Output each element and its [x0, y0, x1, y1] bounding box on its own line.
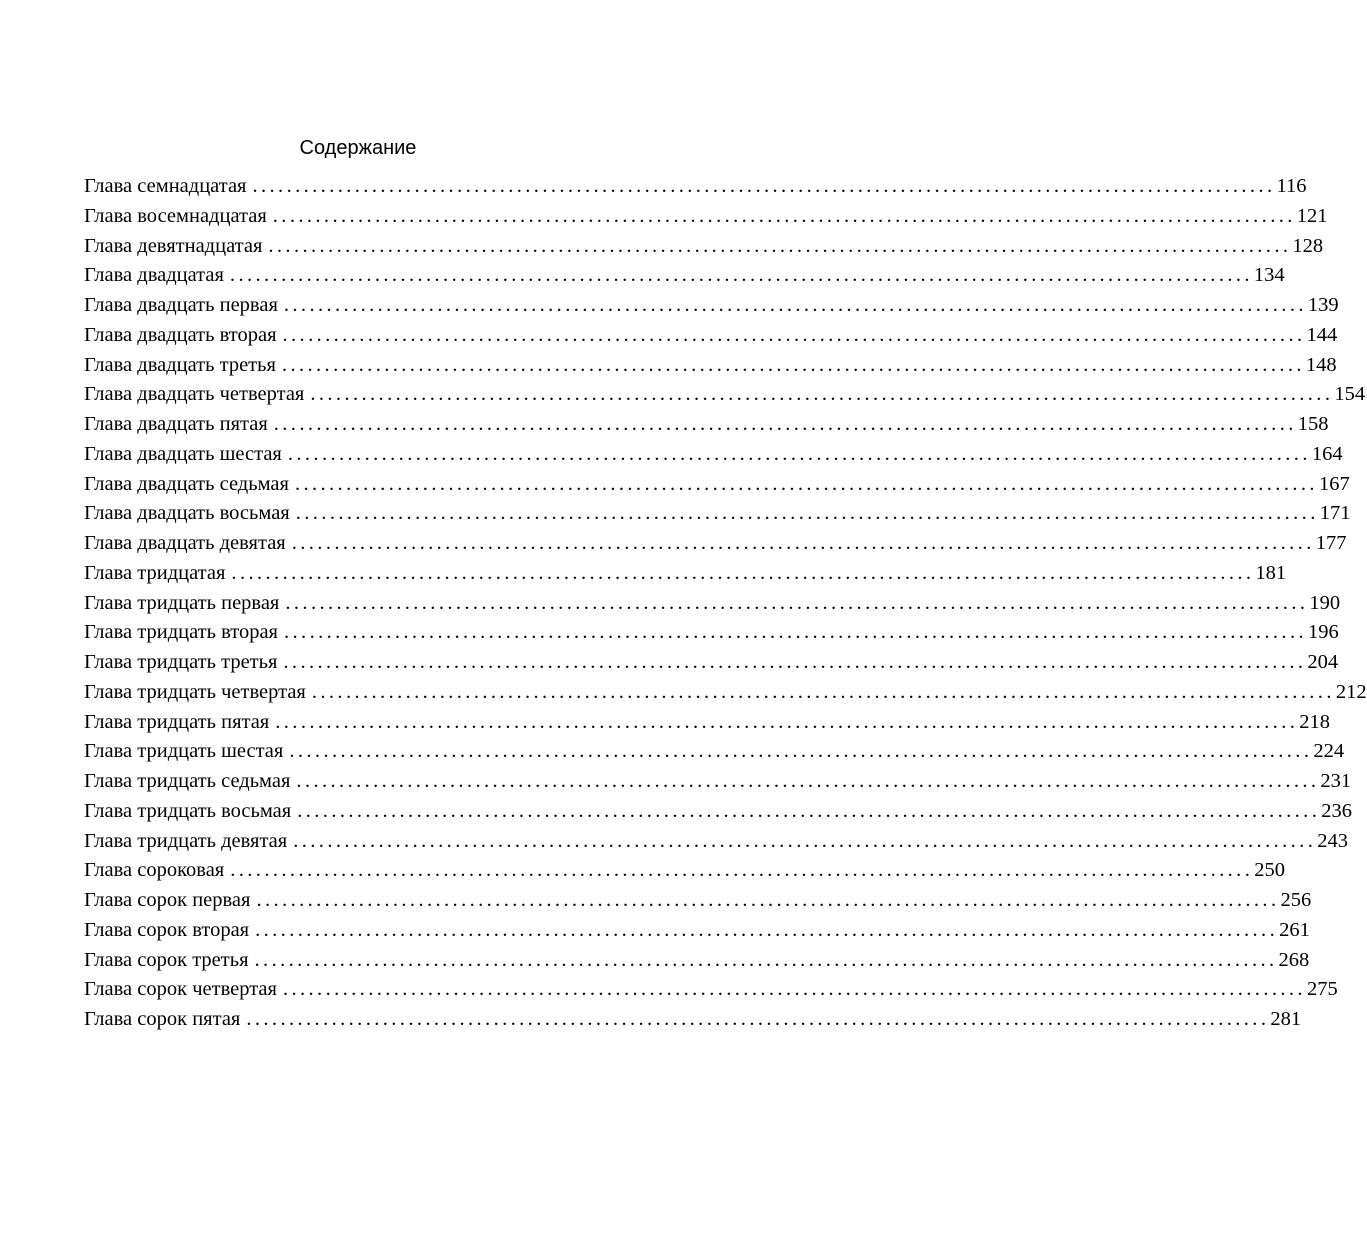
- toc-dot-leader: ........................................................................................................................: [282, 978, 1306, 1001]
- toc-entry-title: Глава девятнадцатая: [84, 234, 263, 257]
- toc-entry[interactable]: [84, 916, 1310, 946]
- toc-entry[interactable]: [84, 440, 1343, 470]
- toc-page-number: 128: [1292, 234, 1324, 257]
- toc-dot-leader: ........................................................................................................................: [229, 264, 1253, 287]
- toc-entry[interactable]: [84, 291, 1339, 321]
- toc-page-number: 190: [1309, 591, 1341, 614]
- toc-dot-leader: ........................................................................................................................: [256, 889, 1280, 911]
- toc-entry[interactable]: [84, 856, 1285, 886]
- toc-entry[interactable]: [84, 172, 1307, 202]
- toc-entry[interactable]: [84, 1005, 1302, 1035]
- toc-dot-leader: ........................................................................................................................: [297, 799, 1321, 822]
- toc-entry[interactable]: [84, 202, 1328, 232]
- toc-entry[interactable]: [84, 380, 1366, 410]
- toc-dot-leader: ........................................................................................................................: [255, 918, 1279, 941]
- toc-dot-leader: ........................................................................................................................: [281, 353, 1305, 376]
- toc-page-number: 281: [1270, 1008, 1302, 1030]
- toc-entry[interactable]: [84, 737, 1345, 767]
- toc-dot-leader: ........................................................................................................................: [293, 829, 1317, 852]
- toc-dot-leader: ........................................................................................................................: [311, 680, 1335, 703]
- toc-entry-title: Глава двадцатая: [84, 264, 224, 287]
- toc-entry[interactable]: [84, 529, 1347, 559]
- toc-dot-leader: ........................................................................................................................: [283, 294, 1307, 316]
- toc-page-number: 158: [1297, 413, 1329, 435]
- toc-entry-title: Глава сорок первая: [84, 889, 251, 911]
- toc-page-number: 121: [1296, 204, 1328, 227]
- toc-entry[interactable]: [84, 827, 1348, 857]
- toc-dot-leader: ........................................................................................................................: [283, 651, 1307, 673]
- toc-entry[interactable]: [84, 410, 1329, 440]
- toc-page-number: 268: [1278, 948, 1310, 971]
- toc-entry-title: Глава семнадцатая: [84, 175, 247, 197]
- toc-page-number: 275: [1306, 978, 1338, 1001]
- toc-page-number: 218: [1299, 710, 1330, 733]
- toc-page-number: 134: [1253, 264, 1285, 287]
- toc-entry[interactable]: [84, 767, 1352, 797]
- toc-page-number: 231: [1320, 770, 1352, 792]
- toc-page-number: 196: [1308, 621, 1339, 644]
- toc-entry-title: Глава тридцать первая: [84, 591, 280, 614]
- toc-dot-leader: ........................................................................................................................: [275, 710, 1299, 733]
- toc-page-number: 250: [1254, 859, 1285, 882]
- toc-entry[interactable]: [84, 648, 1339, 678]
- toc-dot-leader: ........................................................................................................................: [268, 234, 1292, 257]
- toc-page-number: 116: [1276, 175, 1307, 197]
- toc-entry[interactable]: [84, 589, 1341, 619]
- toc-entry-title: Глава тридцать шестая: [84, 740, 284, 763]
- toc-dot-leader: ........................................................................................................................: [294, 472, 1318, 495]
- toc-entry-title: Глава тридцать восьмая: [84, 799, 292, 822]
- toc-dot-leader: ........................................................................................................................: [252, 175, 1276, 197]
- toc-entry-title: Глава тридцать четвертая: [84, 680, 306, 703]
- toc-entry[interactable]: [84, 470, 1350, 500]
- toc-entry-title: Глава двадцать восьмая: [84, 502, 290, 525]
- toc-entry-title: Глава тридцатая: [84, 561, 226, 584]
- toc-entry-title: Глава сорок четвертая: [84, 978, 277, 1001]
- toc-dot-leader: ........................................................................................................................: [295, 502, 1319, 525]
- toc-entry-title: Глава двадцать шестая: [84, 442, 282, 465]
- toc-entry[interactable]: [84, 321, 1338, 351]
- toc-entry[interactable]: [84, 499, 1351, 529]
- toc-page-number: 139: [1307, 294, 1339, 316]
- toc-entry[interactable]: [84, 797, 1352, 827]
- toc-entry-title: Глава двадцать седьмая: [84, 472, 289, 495]
- toc-entry[interactable]: [84, 559, 1287, 589]
- toc-page-number: 243: [1317, 829, 1348, 852]
- toc-entry-title: Глава двадцать вторая: [84, 323, 277, 346]
- toc-page-number: 144: [1306, 323, 1338, 346]
- toc-dot-leader: ........................................................................................................................: [296, 770, 1320, 792]
- toc-dot-leader: ........................................................................................................................: [282, 323, 1306, 346]
- toc-entry[interactable]: [84, 975, 1338, 1005]
- toc-entry-title: Глава двадцать девятая: [84, 532, 286, 554]
- toc-entry[interactable]: [84, 351, 1337, 381]
- toc-page-number: 181: [1255, 561, 1287, 584]
- toc-dot-leader: ........................................................................................................................: [291, 532, 1315, 554]
- toc-page-number: 261: [1279, 918, 1310, 941]
- table-of-contents: [84, 172, 1367, 1035]
- toc-dot-leader: ........................................................................................................................: [284, 621, 1307, 644]
- toc-dot-leader: ........................................................................................................................: [254, 948, 1278, 971]
- toc-entry[interactable]: [84, 261, 1285, 291]
- toc-dot-leader: ........................................................................................................................: [289, 740, 1313, 763]
- toc-entry-title: Глава двадцать четвертая: [84, 383, 305, 406]
- toc-page-number: 256: [1280, 889, 1312, 911]
- toc-entry[interactable]: [84, 678, 1367, 708]
- toc-entry[interactable]: [84, 708, 1330, 738]
- toc-entry-title: Глава тридцать седьмая: [84, 770, 291, 792]
- toc-entry[interactable]: [84, 946, 1310, 976]
- toc-dot-leader: ........................................................................................................................: [285, 591, 1309, 614]
- toc-entry-title: Глава двадцать первая: [84, 294, 278, 316]
- toc-page-number: 236: [1321, 799, 1352, 822]
- toc-entry-title: Глава восемнадцатая: [84, 204, 267, 227]
- toc-entry-title: Глава сорок пятая: [84, 1008, 241, 1030]
- toc-entry-title: Глава двадцать пятая: [84, 413, 268, 435]
- toc-dot-leader: ........................................................................................................................: [310, 383, 1334, 406]
- toc-page-number: 154: [1334, 383, 1366, 406]
- toc-page-number: 177: [1315, 532, 1347, 554]
- toc-entry-title: Глава тридцать девятая: [84, 829, 288, 852]
- toc-page-number: 171: [1319, 502, 1351, 525]
- toc-page-number: 164: [1311, 442, 1343, 465]
- toc-dot-leader: ........................................................................................................................: [287, 442, 1311, 465]
- toc-entry[interactable]: [84, 886, 1312, 916]
- toc-dot-leader: ........................................................................................................................: [273, 413, 1297, 435]
- toc-entry[interactable]: [84, 232, 1324, 262]
- toc-dot-leader: ........................................................................................................................: [230, 859, 1254, 882]
- page-title: Содержание: [299, 137, 417, 159]
- toc-entry[interactable]: [84, 618, 1339, 648]
- toc-dot-leader: ........................................................................................................................: [272, 204, 1296, 227]
- toc-entry-title: Глава сорок вторая: [84, 918, 250, 941]
- toc-entry-title: Глава сороковая: [84, 859, 225, 882]
- toc-dot-leader: ........................................................................................................................: [231, 561, 1255, 584]
- toc-entry-title: Глава тридцать вторая: [84, 621, 278, 644]
- toc-entry-title: Глава тридцать третья: [84, 651, 278, 673]
- toc-page-number: 204: [1307, 651, 1339, 673]
- toc-entry-title: Глава тридцать пятая: [84, 710, 270, 733]
- toc-page-number: 212: [1335, 680, 1367, 703]
- toc-entry-title: Глава сорок третья: [84, 948, 249, 971]
- toc-page-number: 148: [1305, 353, 1337, 376]
- toc-entry-title: Глава двадцать третья: [84, 353, 276, 376]
- toc-dot-leader: ........................................................................................................................: [246, 1008, 1270, 1030]
- toc-page-number: 224: [1313, 740, 1345, 763]
- toc-page-number: 167: [1318, 472, 1350, 495]
